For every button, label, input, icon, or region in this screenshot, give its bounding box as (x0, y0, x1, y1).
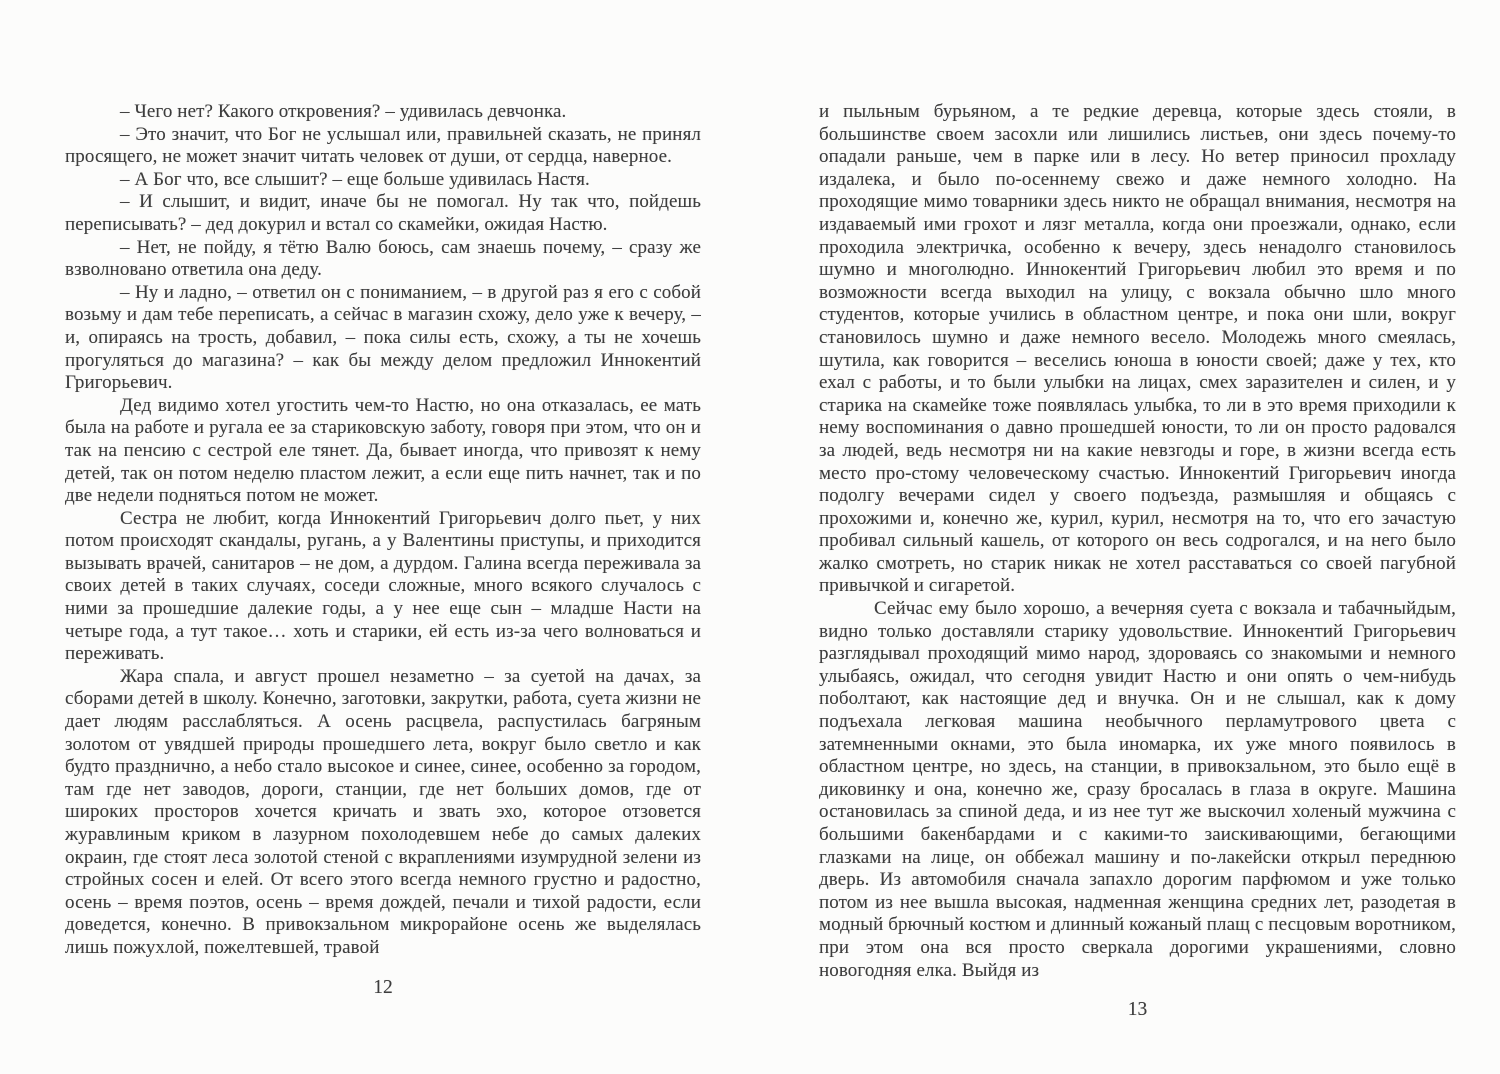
paragraph: Дед видимо хотел угостить чем-то Настю, но она отказалась, ее мать была на работе и ругала ее за стариковскую заботу, говоря при этом, что он и так на пенсию с сестрой еле тянет. Да, бывает иногда, что привозят к нему детей, так он потом неделю пластом лежит, а если еще пить начнет, так и по две недели подняться потом не может. (65, 394, 701, 507)
paragraph: – Нет, не пойду, я тётю Валю боюсь, сам знаешь почему, – сразу же взволновано ответила она деду. (65, 236, 701, 281)
paragraph: Сейчас ему было хорошо, а вечерняя суета с вокзала и табачныйдым, видно только доставляли старику удовольствие. Иннокентий Григорьевич разглядывал проходящий мимо народ, здороваясь со знакомыми и немного улыбаясь, ожидал, что сегодня увидит Настю и они опять о чем-нибудь поболтают, как настоящие дед и внучка. Он и не слышал, как к дому подъехала легковая машина необычного перламутрового цвета с затемненными окнами, это была иномарка, их уже много появилось в областном центре, но здесь, на станции, в привокзальном, это было ещё в диковинку и она, конечно же, сразу бросалась в глаза в округе. Машина остановилась за спиной деда, и из нее тут же выскочил холеный мужчина с большими бакенбардами и с какими-то заискивающими, бегающими глазками на лице, он оббежал машину и по-лакейски открыл переднюю дверь. Из автомобиля сначала запахло дорогим парфюмом и уже только потом из нее вышла высокая, надменная женщина средних лет, разодетая в модный брючный костюм и длинный кожаный плащ с песцовым воротником, при этом она вся просто сверкала дорогими украшениями, словно новогодняя елка. Выйдя из (819, 598, 1456, 981)
paragraph: и пыльным бурьяном, а те редкие деревца, которые здесь стояли, в большинстве своем засохли или лишились листьев, они здесь почему-то опадали раньше, чем в парке или в лесу. Но ветер приносил прохладу издалека, и было по-осеннему свежо и даже немного холодно. На проходящие мимо товарники здесь никто не обращал внимания, несмотря на издаваемый ими грохот и лязг металла, когда они проезжали, однако, если проходила электричка, особенно к вечеру, здесь ненадолго становилось шумно и многолюдно. Иннокентий Григорьевич любил это время и по возможности всегда выходил на улицу, с вокзала обычно шло много студентов, которые учились в областном центре, и пока они шли, вокруг становилось шумно и даже немного весело. Молодежь много смеялась, шутила, как говорится – веселись юноша в юности своей; даже у тех, кто ехал с работы, и то были улыбки на лицах, смех заразителен и силен, и у старика на скамейке тоже появлялась улыбка, то ли в это время приходили к нему воспоминания о давно прошедшей юности, то ли он просто радовался за людей, ведь несмотря ни на какие невзгоды и горе, в жизни всегда есть место про-стому человеческому счастью. Иннокентий Григорьевич иногда подолгу вечерами сидел у своего подъезда, размышляя и общаясь с прохожими и, конечно же, курил, курил, несмотря на то, что его зачастую пробивал сильный кашель, от которого он весь содрогался, и на него было жалко смотреть, но старик никак не хотел расставаться со своей пагубной привычкой и сигаретой. (819, 101, 1456, 597)
page-number-left: 12 (373, 976, 393, 998)
page-right (819, 101, 1456, 1021)
paragraph: – Чего нет? Какого откровения? – удивилась девчонка. (120, 101, 567, 122)
page-number-right: 13 (1127, 999, 1148, 1021)
paragraph: – Это значит, что Бог не услышал или, правильней сказать, не принял просящего, не может значит читать человек от души, от сердца, наверное. (65, 123, 701, 168)
paragraph: – А Бог что, все слышит? – еще больше удивилась Настя. (120, 168, 590, 190)
paragraph: – Ну и ладно, – ответил он с пониманием, – в другой раз я его с собой возьму и дам тебе переписать, а сейчас в магазин схожу, дело уже к вечеру, – и, опираясь на трость, добавил, – пока силы есть, схожу, а ты не хочешь прогуляться до магазина? – как бы между делом предложил Иннокентий Григорьевич. (65, 281, 701, 394)
page-left (65, 101, 701, 999)
paragraph: Сестра не любит, когда Иннокентий Григорьевич долго пьет, у них потом происходят скандалы, ругань, а у Валентины приступы, и приходится вызывать врачей, санитаров – не дом, а дурдом. Галина всегда переживала за своих детей в таких случаях, соседи сложные, много всякого случалось с ними за прошедшие далекие годы, а у нее еще сын – младше Насти на четыре года, а тут такое… хоть и старики, ей есть из-за чего волноваться и переживать. (65, 507, 701, 665)
paragraph: Жара спала, и август прошел незаметно – за суетой на дачах, за сборами детей в школу. Конечно, заготовки, закрутки, работа, суета жизни не дает людям расслабляться. А осень расцвела, распустилась багряным золотом от увядшей природы прошедшего лета, вокруг было светло и как будто празднично, а небо стало высокое и синее, синее, особенно за городом, там где нет заводов, дороги, станции, где нет больших домов, где от широких просторов хочется кричать и звать эхо, которое отзовется журавлиным криком в лазурном похолодевшем небе до самых далеких окраин, где стоят леса золотой стеной с вкраплениями изумрудной зелени из стройных сосен и елей. От всего этого всегда немного грустно и радостно, осень – время поэтов, осень – время дождей, печали и тихой радости, если доведется, конечно. В привокзальном микрорайоне осень же выделялась лишь пожухлой, пожелтевшей, травой (65, 665, 701, 958)
paragraph: – И слышит, и видит, иначе бы не помогал. Ну так что, пойдешь переписывать? – дед докурил и встал со скамейки, ожидая Настю. (65, 191, 701, 235)
